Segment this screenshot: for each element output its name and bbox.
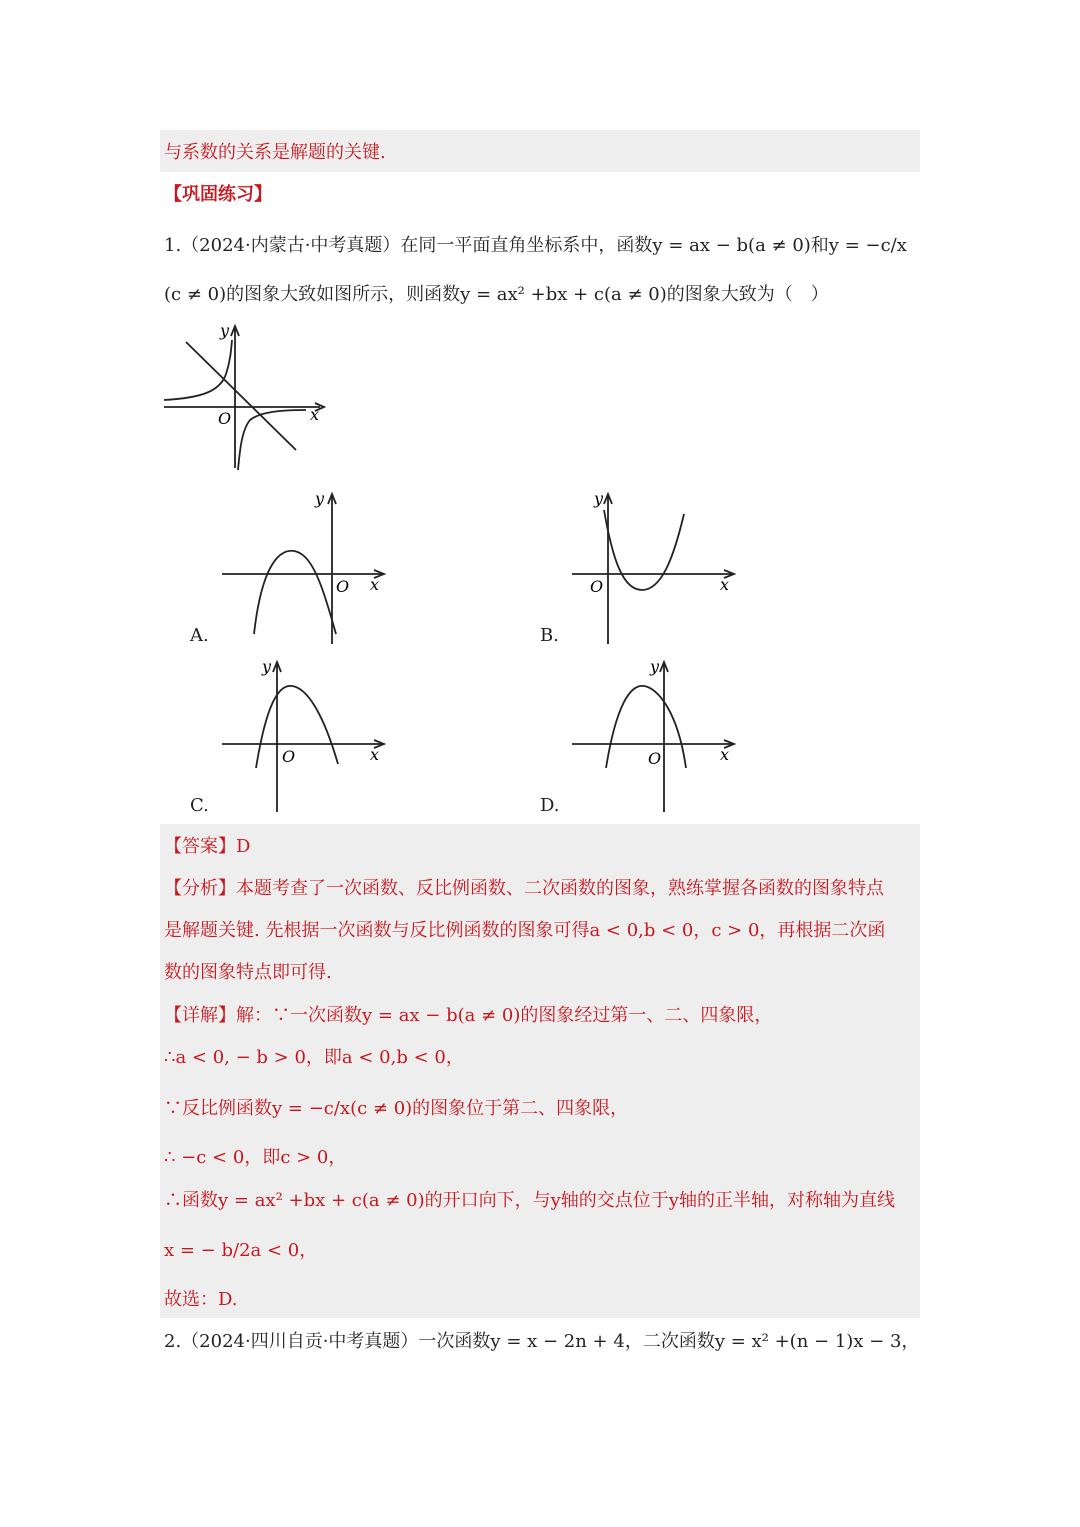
detail-line-6: x = − b/2a < 0， bbox=[164, 1240, 318, 1261]
c-y-label: y bbox=[262, 657, 272, 676]
option-c-graph[interactable] bbox=[220, 656, 390, 816]
d-y-label: y bbox=[650, 657, 660, 676]
detail-line-1: 【详解】解：∵一次函数y = ax − b(a ≠ 0)的图象经过第一、二、四象限， bbox=[164, 1005, 773, 1026]
c-x-label: x bbox=[370, 745, 380, 764]
analysis-line-1: 【分析】本题考查了一次函数、反比例函数、二次函数的图象，熟练掌握各函数的图象特点 bbox=[164, 878, 884, 899]
a-y-label: y bbox=[315, 489, 325, 508]
detail-line-3: ∵反比例函数y = −c/x(c ≠ 0)的图象位于第二、四象限， bbox=[164, 1098, 629, 1119]
fig-origin-label: O bbox=[218, 409, 232, 428]
analysis-line-2: 是解题关键. 先根据一次函数与反比例函数的图象可得a < 0,b < 0，c > 0，再根据二次函 bbox=[164, 920, 886, 941]
b-x-label: x bbox=[720, 575, 730, 594]
fig-y-label: y bbox=[220, 321, 230, 340]
a-origin-label: O bbox=[336, 577, 350, 596]
top-note: 与系数的关系是解题的关键. bbox=[164, 142, 386, 163]
option-d-graph[interactable] bbox=[570, 656, 740, 816]
option-b-label[interactable]: B. bbox=[540, 625, 559, 646]
answer-line: 【答案】D bbox=[164, 836, 251, 857]
detail-line-2: ∴a < 0, − b > 0，即a < 0,b < 0， bbox=[164, 1047, 464, 1068]
option-b-graph[interactable] bbox=[570, 486, 740, 646]
d-origin-label: O bbox=[648, 749, 662, 768]
analysis-line-3: 数的图象特点即可得. bbox=[164, 962, 332, 983]
question-2-line-1: 2.（2024·四川自贡·中考真题）一次函数y = x − 2n + 4，二次函数y = x² +(n − 1)x − 3， bbox=[164, 1331, 920, 1352]
detail-line-4: ∴ −c < 0，即c > 0， bbox=[164, 1147, 347, 1168]
option-a-graph[interactable] bbox=[220, 486, 390, 646]
option-d-label[interactable]: D. bbox=[540, 795, 560, 816]
b-y-label: y bbox=[594, 489, 604, 508]
detail-line-7: 故选：D. bbox=[164, 1289, 238, 1310]
option-c-label[interactable]: C. bbox=[190, 795, 209, 816]
a-x-label: x bbox=[370, 575, 380, 594]
question-1-figure bbox=[160, 318, 340, 478]
section-title: 【巩固练习】 bbox=[164, 184, 272, 205]
d-x-label: x bbox=[720, 745, 730, 764]
detail-line-5: ∴函数y = ax² +bx + c(a ≠ 0)的开口向下，与y轴的交点位于y轴的正半轴，对称轴为直线 bbox=[164, 1190, 895, 1211]
b-origin-label: O bbox=[590, 577, 604, 596]
question-1-line-2: (c ≠ 0)的图象大致如图所示，则函数y = ax² +bx + c(a ≠ 0)的图象大致为（ ） bbox=[164, 284, 829, 305]
c-origin-label: O bbox=[282, 747, 296, 766]
fig-x-label: x bbox=[310, 405, 320, 424]
option-a-label[interactable]: A. bbox=[190, 625, 209, 646]
question-1-line-1: 1.（2024·内蒙古·中考真题）在同一平面直角坐标系中，函数y = ax − b(a ≠ 0)和y = −c/x bbox=[164, 235, 907, 256]
